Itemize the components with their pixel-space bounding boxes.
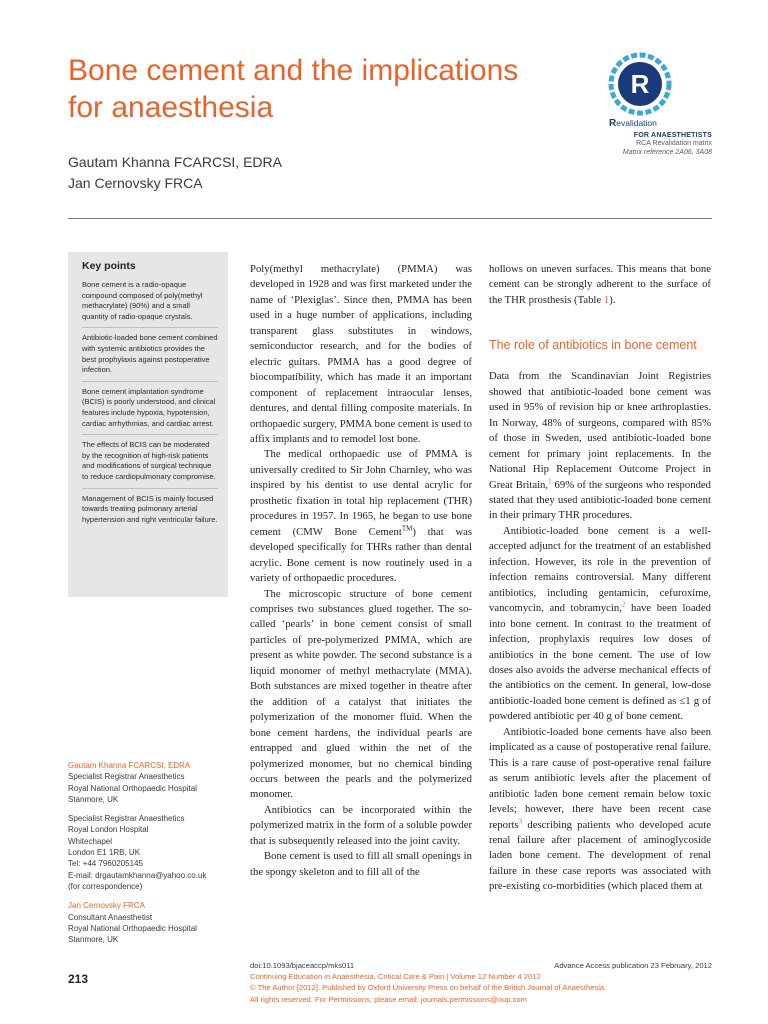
affiliation-author-name[interactable]: Gautam Khanna FCARCSI, EDRA xyxy=(68,761,191,770)
affiliation-line: Stanmore, UK xyxy=(68,935,119,945)
copyright-line: © The Author [2012]. Published by Oxford University Press on behalf of the British Journal of Anaesthesia. xyxy=(250,983,607,993)
doi-link[interactable]: doi:10.1093/bjaceaccp/mks011 xyxy=(250,961,355,970)
key-point: Bone cement is a radio-opaque compound composed of poly(methyl methacrylate) (90%) and a small quantity of radio-opaque crystals. xyxy=(82,280,218,328)
author-list xyxy=(68,152,282,194)
affiliation-line: Specialist Registrar Anaesthetics xyxy=(68,814,185,824)
affiliation-line: Royal London Hospital xyxy=(68,825,149,835)
key-point: Management of BCIS is mainly focused towards treating pulmonary arterial hypertension and right ventricular failure. xyxy=(82,493,218,524)
page-number: 213 xyxy=(68,972,89,986)
body-paragraph: Poly(methyl methacrylate) (PMMA) was developed in 1928 and was first marketed under the name of ‘Plexiglas’. Since then, PMMA has been used in a huge number of applications, including transparent glass substitutes in windows, semiconductor research, and for the bodies of electric guitars. PMMA has a good degree of biocompatibility, which has made it an important component of replacement intraocular lenses, dentures, and dental filling composite materials. In orthopaedic surgery, PMMA bone cement is used to affix implants and to remodel lost bone. xyxy=(250,263,472,445)
citation-link[interactable]: 2 xyxy=(621,600,626,609)
permissions-line[interactable]: All rights reserved. For Permissions, please email: journals.permissions@oup.com xyxy=(250,994,527,1004)
phone-number: Tel: +44 7960205145 xyxy=(68,859,143,869)
affiliation-line: Royal National Orthopaedic Hospital xyxy=(68,923,197,933)
affiliation-line: London E1 1RB, UK xyxy=(68,848,141,858)
affiliation-line: Whitechapel xyxy=(68,836,113,846)
email-link[interactable]: E-mail: drgautamkhanna@yahoo.co.uk xyxy=(68,870,207,880)
key-points-box xyxy=(68,252,228,597)
affiliation-author-name[interactable]: Jan Cernovsky FRCA xyxy=(68,901,145,911)
key-point: Antibiotic-loaded bone cement combined with systemic antibiotics provides the best prophylaxis against postoperative infection. xyxy=(82,333,218,381)
body-column-2 xyxy=(489,262,711,895)
section-heading: The role of antibiotics in bone cement xyxy=(489,338,697,353)
body-paragraph: Bone cement is used to fill all small openings in the spongy skeleton and to fill all of the xyxy=(250,850,472,878)
author-name[interactable]: Jan Cernovsky FRCA xyxy=(68,175,203,191)
header-divider xyxy=(68,218,712,219)
trademark-symbol: TM xyxy=(401,524,413,533)
body-column-1 xyxy=(250,262,472,880)
citation-link[interactable]: 3 xyxy=(518,816,523,825)
affiliation-line: Consultant Anaesthetist xyxy=(68,912,153,922)
body-paragraph: Antibiotics can be incorporated within the polymerized matrix in the form of a soluble powder that is subsequently released into the joint cavity. xyxy=(250,803,472,847)
key-point: The effects of BCIS can be moderated by the recognition of high-risk patients and modifications of surgical technique to reduce cardiopulmonary compromise. xyxy=(82,440,218,488)
page-footer xyxy=(250,960,712,1005)
article-title: Bone cement and the implications for anaesthesia xyxy=(68,54,519,124)
revalidation-audience: FOR ANAESTHETISTS xyxy=(633,132,712,139)
table-reference-link[interactable]: 1 xyxy=(603,293,610,306)
body-paragraph: Antibiotic-loaded bone cements have also been implicated as a cause of postoperative renal failure. This is a rare cause of post-operative renal failure as serum antibiotic levels after the placement of antibiotic laden bone cement remain below toxic levels; however, there have been recent case reports$^3$ describing patients who developed acute renal failure after placement of aminoglycoside laden bone cement. The development of renal failure in these case reports was associated with pre-existing co-morbidities (which placed them at xyxy=(489,725,711,893)
advance-access-note: Advance Access publication 23 February, 2012 xyxy=(554,961,712,970)
affiliation-line: Royal National Orthopaedic Hospital xyxy=(68,783,197,793)
revalidation-badge[interactable] xyxy=(572,52,712,157)
key-point: Bone cement implantation syndrome (BCIS) is poorly understood, and clinical features include hypoxia, hypotension, cardiac arrhythmias, and cardiac arrest. xyxy=(82,387,218,435)
revalidation-logo-icon xyxy=(608,52,672,116)
body-paragraph: The microscopic structure of bone cement comprises two substances glued together. The so-called ‘pearls’ in bone cement consist of small particles of pre-polymerized PMMA, which are present as white powder. The second substance is a liquid monomer of methyl methacrylate (MMA). Both substances are mixed together in theatre after the addition of a catalyst that initiates the polymerization of the monomer fluid. When the bone cement hardens, the individual pearls are entrapped and glued within the net of the polymerized monomer, but no chemical binding occurs between the pearls and the polymerized monomer. xyxy=(250,587,472,801)
body-paragraph: Data from the Scandinavian Joint Registries showed that antibiotic-loaded bone cement was used in 95% of revision hip or knee arthroplasties. In Norway, 48% of surgeons, compared with 85% of those in Sweden, used antibiotic-loaded bone cement for primary joint replacements. In the National Hip Replacement Outcome Project in Great Britain,$^1$ 69% of the surgeons who responded stated that they used antibiotic-loaded bone cement in their primary THR procedures. xyxy=(489,370,712,522)
affiliation-line: Stanmore, UK xyxy=(68,794,119,804)
body-paragraph: hollows on uneven surfaces. This means that bone cement can be strongly adherent to the surface of the THR prosthesis (Table 1). xyxy=(489,263,711,306)
body-paragraph: Antibiotic-loaded bone cement is a well-accepted adjunct for the treatment of an established infection. However, its role in the prevention of infection remains controversial. Many different antibiotics, including gentamicin, cefuroxime, vancomycin, and tobramycin,$^2$ have been loaded into bone cement. In contrast to the treatment of infection, prophylaxis requires low doses of antibiotics in the bone cement. The use of low doses also avoids the adverse mechanical effects of the antibiotics on the cement. In general, low-dose antibiotic-loaded bone cement is defined as ≤1 g of powdered antibiotic per 40 g of bone cement. xyxy=(489,524,711,723)
revalidation-matrix-reference: Matrix reference 2A06, 3A08 xyxy=(622,149,712,156)
affiliation-line: Specialist Registrar Anaesthetics xyxy=(68,772,185,782)
revalidation-brand: Revalidation xyxy=(609,118,657,129)
key-points-heading: Key points xyxy=(82,260,136,272)
citation-link[interactable]: 1 xyxy=(548,476,552,485)
author-affiliations xyxy=(68,760,233,953)
affiliation-line: (for correspondence) xyxy=(68,881,143,891)
author-name[interactable]: Gautam Khanna FCARCSI, EDRA xyxy=(68,154,282,170)
journal-line: Continuing Education in Anaesthesia, Critical Care & Pain | Volume 12 Number 4 2012 xyxy=(250,972,541,982)
body-paragraph: The medical orthopaedic use of PMMA is universally credited to Sir John Charnley, who was inspired by his dentist to use dental acrylic for prosthetic fixation in total hip replacement (THR) procedures in 1957. In 1965, he began to use bone cement (CMW Bone Cement™) that was developed specifically for THRs rather than dental acrylic. Bone cement is now routinely used in a variety of orthopaedic procedures. xyxy=(250,448,472,585)
revalidation-matrix: RCA Revalidation matrix xyxy=(636,140,712,147)
revalidation-logo-letter: R xyxy=(630,69,650,99)
